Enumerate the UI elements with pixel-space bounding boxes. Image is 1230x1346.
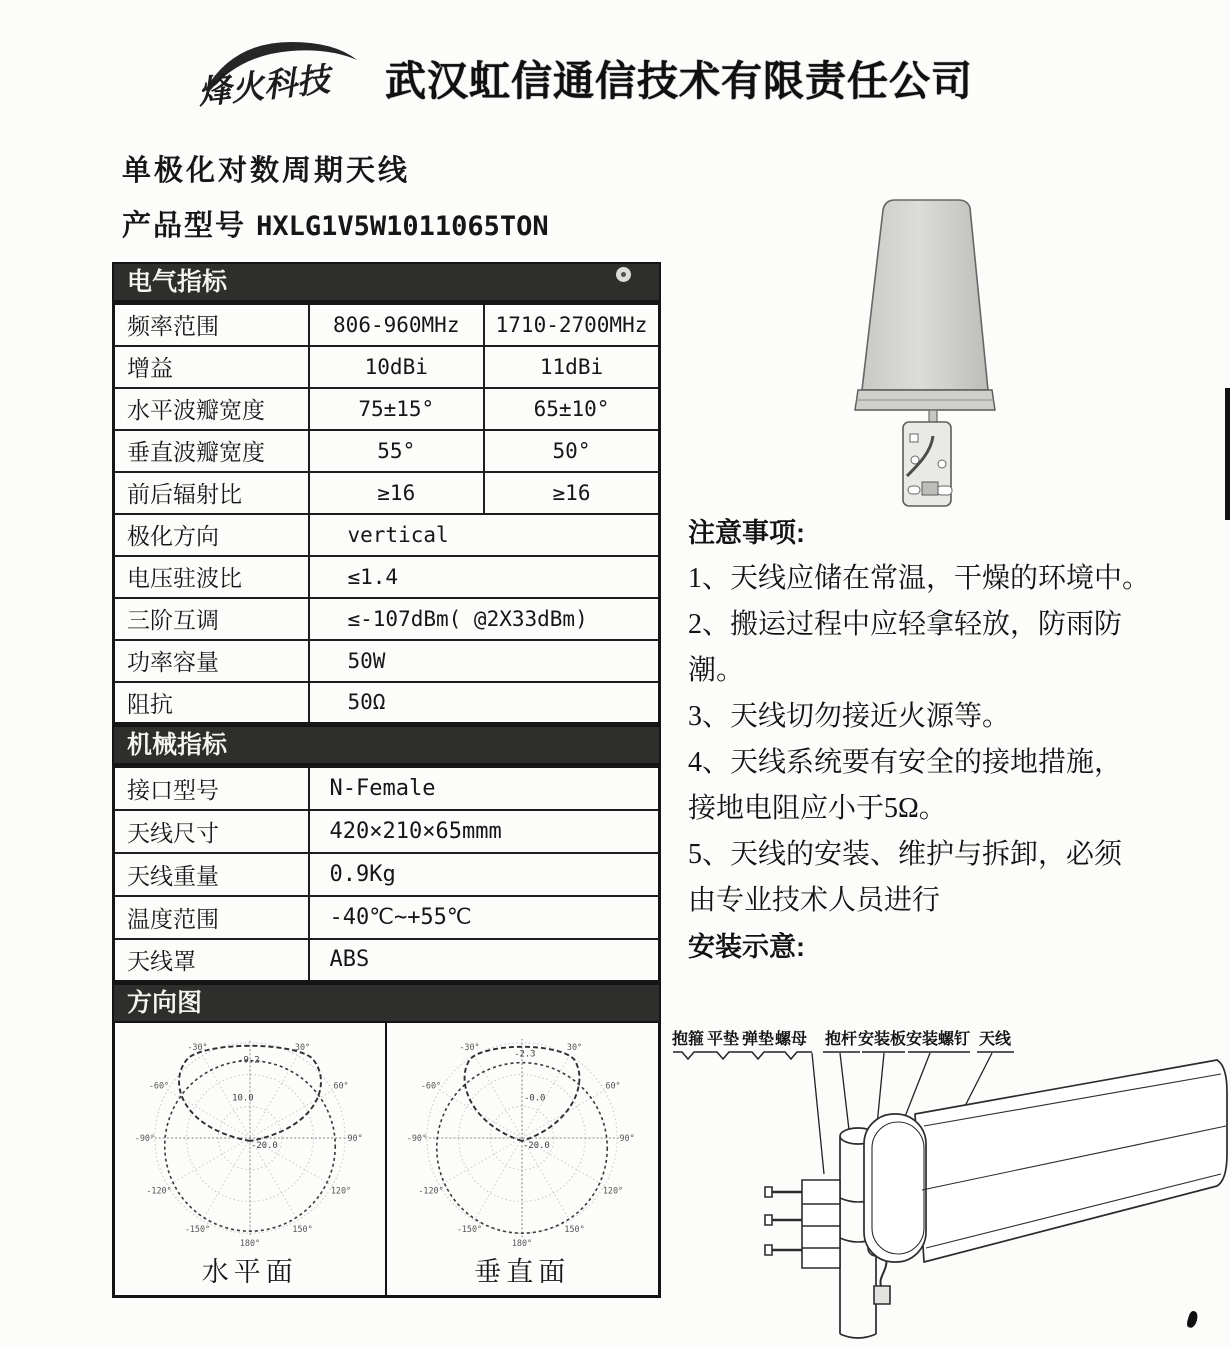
angle-label: 120° (603, 1185, 624, 1196)
vertical-pattern-cell (387, 1023, 659, 1295)
scan-artifact-dot (616, 267, 631, 282)
spec-label: 垂直波瓣宽度 (114, 430, 309, 472)
spec-label: 水平波瓣宽度 (114, 388, 309, 430)
antenna-product-image (845, 188, 1045, 513)
electrical-spec-row (114, 556, 660, 598)
angle-label: -120° (146, 1185, 172, 1196)
note-line: 1、天线应储在常温，干燥的环境中。 (688, 563, 1151, 594)
bracket-slot (937, 486, 952, 495)
angle-label: 90° (619, 1132, 635, 1143)
spec-value: 50W (309, 640, 660, 682)
angle-label: 120° (330, 1185, 351, 1196)
electrical-section-title: 电气指标 (127, 268, 228, 296)
spec-value-high-band: 11dBi (484, 346, 660, 388)
label-underline (673, 1052, 812, 1059)
note-line: 3、天线切勿接近火源等。 (688, 701, 1011, 732)
electrical-section-header (112, 262, 661, 302)
electrical-spec-row (114, 430, 660, 472)
spec-label: 温度范围 (114, 896, 309, 939)
electrical-spec-row (114, 682, 660, 724)
mechanical-spec-row (114, 810, 660, 853)
spec-label: 频率范围 (114, 304, 309, 346)
radial-label-top: -2.3 (514, 1049, 536, 1060)
plate-connector (874, 1286, 890, 1304)
angle-label: 150° (292, 1223, 313, 1234)
grid-spoke (475, 1056, 523, 1138)
radial-label-center: -20.0 (523, 1140, 551, 1151)
radial-label-mid: -0.0 (524, 1093, 546, 1104)
angle-label: -120° (418, 1185, 444, 1196)
angle-label: 30° (294, 1041, 310, 1052)
angle-label: 90° (347, 1132, 363, 1143)
product-model-line (122, 203, 549, 244)
note-line: 由专业技术人员进行 (688, 885, 941, 916)
connector (922, 482, 938, 495)
spec-value: -40℃~+55℃ (309, 896, 660, 939)
install-antenna-body (864, 1060, 1227, 1262)
electrical-spec-row (114, 346, 660, 388)
spec-label: 前后辐射比 (114, 472, 309, 514)
horizontal-pattern-plot (125, 1024, 375, 1252)
mechanical-section-title: 机械指标 (127, 731, 228, 759)
electrical-spec-row (114, 304, 660, 346)
install-part-label: 安装螺钉 (905, 1031, 971, 1048)
spec-value: vertical (309, 514, 660, 556)
install-diagram-labels (672, 1029, 1012, 1048)
install-part-label: 天线 (978, 1031, 1012, 1048)
spec-value-high-band: ≥16 (484, 472, 660, 514)
angle-label: 150° (564, 1223, 585, 1234)
electrical-spec-row (114, 640, 660, 682)
spec-value-low-band: 55° (309, 430, 485, 472)
spec-label: 阻抗 (114, 682, 309, 724)
grid-spoke (250, 1056, 298, 1138)
spec-label: 接口型号 (114, 767, 309, 810)
spec-value: 420×210×65mmm (309, 810, 660, 853)
spec-label: 天线罩 (114, 939, 309, 982)
vertical-pattern-plot (397, 1024, 647, 1252)
spec-value-high-band: 65±10° (484, 388, 660, 430)
company-name: 武汉虹信通信技术有限责任公司 (385, 58, 973, 104)
spec-column (112, 262, 661, 1298)
spec-value-low-band: 10dBi (309, 346, 485, 388)
install-part-label: 安装板 (857, 1031, 907, 1048)
bracket-hole (938, 460, 946, 468)
electrical-spec-row (114, 388, 660, 430)
spec-value-high-band: 50° (484, 430, 660, 472)
electrical-spec-row (114, 514, 660, 556)
notes-list (688, 556, 1230, 924)
angle-label: -150° (184, 1223, 210, 1234)
note-line: 4、天线系统要有安全的接地措施， (688, 747, 1123, 778)
electrical-spec-row (114, 472, 660, 514)
install-title: 安装示意: (688, 932, 805, 962)
angle-label: 60° (333, 1080, 349, 1091)
grid-spoke (475, 1138, 523, 1220)
leader-nut (812, 1053, 824, 1174)
mechanical-section-header (112, 725, 661, 765)
pattern-section-title: 方向图 (127, 989, 203, 1017)
spec-label: 天线重量 (114, 853, 309, 896)
product-title: 单极化对数周期天线 (122, 155, 411, 187)
grid-spoke (440, 1138, 522, 1186)
pole-clamp (765, 1180, 876, 1268)
spec-label: 电压驻波比 (114, 556, 309, 598)
model-label: 产品型号 (122, 210, 247, 242)
mechanical-spec-row (114, 939, 660, 982)
spec-label: 增益 (114, 346, 309, 388)
pattern-box (112, 1023, 661, 1298)
notes-block (688, 510, 1230, 970)
model-value: HXLG1V5W1011065TON (256, 211, 549, 242)
note-line: 2、搬运过程中应轻拿轻放，防雨防 (688, 609, 1123, 640)
mechanical-spec-row (114, 853, 660, 896)
grid-spoke (250, 1090, 332, 1138)
mechanical-spec-row (114, 896, 660, 939)
note-line: 接地电阻应小于5Ω。 (688, 793, 947, 824)
install-part-label: 抱箍 (672, 1031, 705, 1048)
mechanical-spec-row (114, 767, 660, 810)
note-line: 5、天线的安装、维护与拆卸，必须 (688, 839, 1123, 870)
install-part-label: 弹垫 (741, 1031, 775, 1048)
bracket-slot (908, 486, 920, 494)
main-lobe-curve (465, 1047, 580, 1141)
electrical-spec-row (114, 598, 660, 640)
spec-value: ABS (309, 939, 660, 982)
horizontal-pattern-cell (115, 1023, 387, 1295)
grid-spoke (167, 1138, 249, 1186)
spec-label: 功率容量 (114, 640, 309, 682)
spec-label: 极化方向 (114, 514, 309, 556)
spec-value: 50Ω (309, 682, 660, 724)
leader-pole (840, 1053, 849, 1130)
spec-label: 三阶互调 (114, 598, 309, 640)
angle-label: -90° (407, 1132, 428, 1143)
radial-label-mid: 10.0 (231, 1093, 254, 1104)
radome-body (862, 200, 988, 390)
angle-label: 180° (512, 1238, 533, 1249)
radial-label-top: -9.2 (237, 1055, 260, 1066)
vertical-plane-caption: 垂直面 (474, 1257, 571, 1287)
angle-label: 60° (605, 1080, 621, 1091)
pattern-section-header (112, 983, 661, 1023)
bracket-hole (910, 434, 918, 442)
spec-value: N-Female (309, 767, 660, 810)
angle-label: -30° (187, 1041, 208, 1052)
spec-label: 天线尺寸 (114, 810, 309, 853)
angle-label: 30° (567, 1041, 583, 1052)
install-part-label: 抱杆 (824, 1031, 858, 1048)
electrical-table (112, 302, 661, 725)
scan-streak (1225, 388, 1230, 520)
bolt-head (765, 1215, 772, 1225)
angle-label: -60° (148, 1080, 169, 1091)
installation-diagram (672, 1022, 1228, 1346)
spec-value: ≤-107dBm( @2X33dBm) (309, 598, 660, 640)
bolt-head (765, 1245, 772, 1255)
grid-spoke (202, 1138, 250, 1220)
angle-label: 180° (239, 1238, 260, 1249)
install-part-label: 平垫 (706, 1031, 740, 1048)
angle-label: -60° (421, 1080, 442, 1091)
logo-text: 烽火科技 (196, 62, 332, 113)
note-line: 潮。 (688, 655, 745, 686)
spec-value-low-band: ≥16 (309, 472, 485, 514)
mechanical-table (112, 765, 661, 983)
angle-label: -90° (134, 1132, 155, 1143)
radial-label-center: -20.0 (250, 1140, 278, 1151)
spec-value: ≤1.4 (309, 556, 660, 598)
notes-title: 注意事项: (688, 518, 805, 548)
install-part-label: 螺母 (774, 1031, 808, 1048)
angle-label: -150° (457, 1223, 483, 1234)
angle-label: -30° (459, 1041, 480, 1052)
spec-value-low-band: 806-960MHz (309, 304, 485, 346)
spec-value: 0.9Kg (309, 853, 660, 896)
bolt-head (765, 1187, 772, 1197)
company-logo (195, 38, 373, 114)
spec-value-low-band: 75±15° (309, 388, 485, 430)
spec-value-high-band: 1710-2700MHz (484, 304, 660, 346)
horizontal-plane-caption: 水平面 (201, 1257, 298, 1287)
doc-header (195, 26, 995, 116)
